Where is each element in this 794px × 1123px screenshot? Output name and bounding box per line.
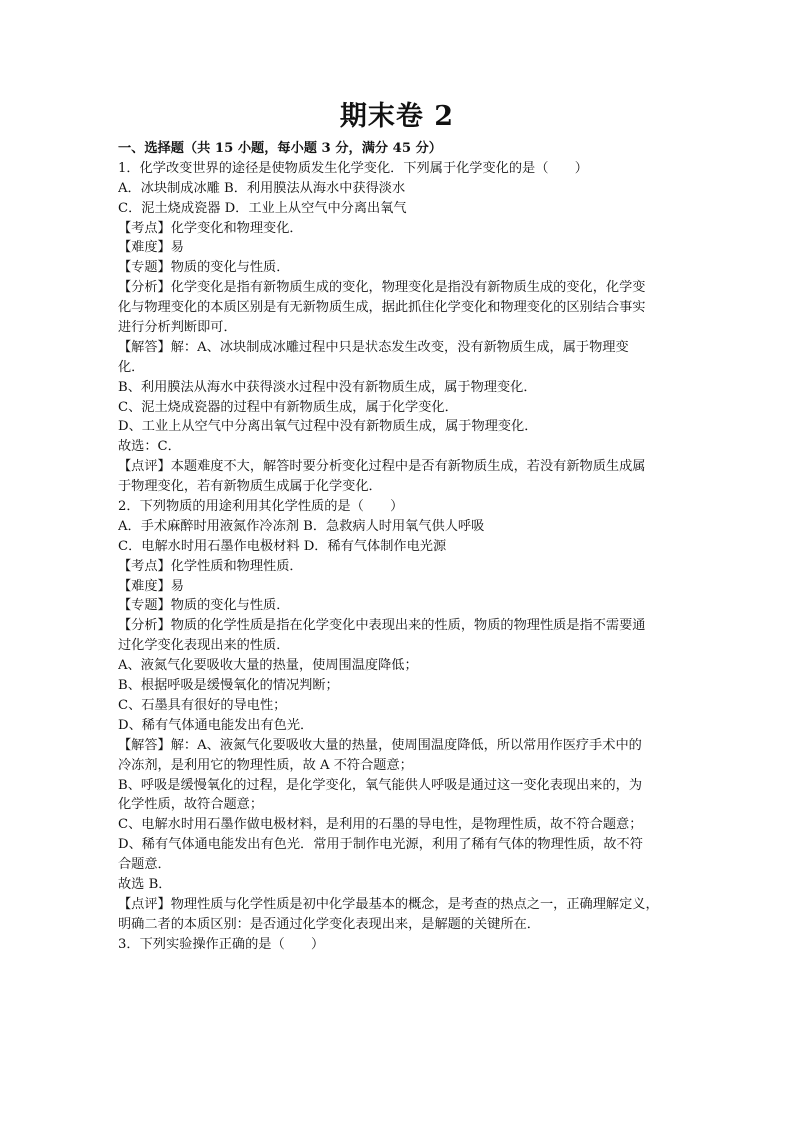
text-line: A．手术麻醉时用液氮作冷冻剂 B．急救病人时用氧气供人呼吸	[118, 518, 485, 534]
text-line: B、利用膜法从海水中获得淡水过程中没有新物质生成，属于物理变化．	[118, 379, 537, 395]
section-heading: 一、选择题（共 15 小题，每小题 3 分，满分 45 分）	[118, 141, 442, 156]
text-line: 1．化学改变世界的途径是使物质发生化学变化．下列属于化学变化的是（ ）	[118, 160, 588, 176]
text-line: 【分析】化学变化是指有新物质生成的变化，物理变化是指没有新物质生成的变化，化学变	[118, 280, 646, 296]
text-line: 【考点】化学性质和物理性质．	[118, 558, 303, 574]
text-line: 故选 B．	[118, 876, 172, 892]
text-line: 过化学变化表现出来的性质．	[118, 638, 290, 654]
text-line: C．电解水时用石墨作电极材料 D．稀有气体制作电光源	[118, 538, 447, 554]
text-line: A．冰块制成冰雕 B．利用膜法从海水中获得淡水	[118, 180, 406, 196]
text-line: 【点评】本题难度不大，解答时要分析变化过程中是否有新物质生成，若没有新物质生成属	[118, 459, 646, 475]
text-line: C、泥土烧成瓷器的过程中有新物质生成，属于化学变化．	[118, 399, 458, 415]
text-line: C、石墨具有很好的导电性；	[118, 697, 287, 713]
text-line: 【难度】易	[118, 578, 184, 594]
text-line: 【难度】易	[118, 240, 184, 256]
document-body	[118, 139, 681, 955]
text-line: 化．	[118, 359, 145, 375]
text-line: 【分析】物质的化学性质是指在化学变化中表现出来的性质，物质的物理性质是指不需要通	[118, 618, 646, 634]
text-line: B、根据呼吸是缓慢氧化的情况判断；	[118, 678, 339, 694]
text-line: D、稀有气体通电能发出有色光．常用于制作电光源，利用了稀有气体的物理性质，故不符	[118, 837, 643, 853]
text-line: B、呼吸是缓慢氧化的过程，是化学变化，氧气能供人呼吸是通过这一变化表现出来的，为	[118, 777, 642, 793]
text-line: 冷冻剂，是利用它的物理性质，故 A 不符合题意；	[118, 757, 413, 773]
text-line: A、液氮气化要吸收大量的热量，使周围温度降低；	[118, 658, 418, 674]
text-line: 【解答】解：A、液氮气化要吸收大量的热量，使周围温度降低，所以常用作医疗手术中的	[118, 737, 642, 753]
text-line: 于物理变化，若有新物质生成属于化学变化．	[118, 479, 382, 495]
text-line: 【专题】物质的变化与性质．	[118, 598, 290, 614]
text-line: 合题意．	[118, 857, 171, 873]
text-line: 3．下列实验操作正确的是（ ）	[118, 936, 325, 952]
text-line: 进行分析判断即可．	[118, 320, 237, 336]
text-line: 【解答】解：A、冰块制成冰雕过程中只是状态发生改变，没有新物质生成，属于物理变	[118, 339, 629, 355]
page-title: 期末卷 2	[339, 101, 455, 132]
text-line: 明确二者的本质区别：是否通过化学变化表现出来，是解题的关键所在．	[118, 916, 540, 932]
text-line: D、工业上从空气中分离出氧气过程中没有新物质生成，属于物理变化．	[118, 419, 538, 435]
text-line: 2．下列物质的用途利用其化学性质的是（ ）	[118, 499, 404, 515]
text-line: 【专题】物质的变化与性质．	[118, 260, 290, 276]
text-line: 故选：C．	[118, 439, 181, 455]
text-line: 【点评】物理性质与化学性质是初中化学最基本的概念，是考查的热点之一，正确理解定义，	[118, 896, 659, 912]
text-line: 化与物理变化的本质区别是有无新物质生成，据此抓住化学变化和物理变化的区别结合事实	[118, 300, 646, 316]
text-line: 化学性质，故符合题意；	[118, 797, 264, 813]
text-line: 【考点】化学变化和物理变化．	[118, 220, 303, 236]
text-line: D、稀有气体通电能发出有色光．	[118, 717, 314, 733]
text-line: C．泥土烧成瓷器 D．工业上从空气中分离出氧气	[118, 200, 407, 216]
text-line: C、电解水时用石墨作做电极材料，是利用的石墨的导电性，是物理性质，故不符合题意；	[118, 817, 643, 833]
